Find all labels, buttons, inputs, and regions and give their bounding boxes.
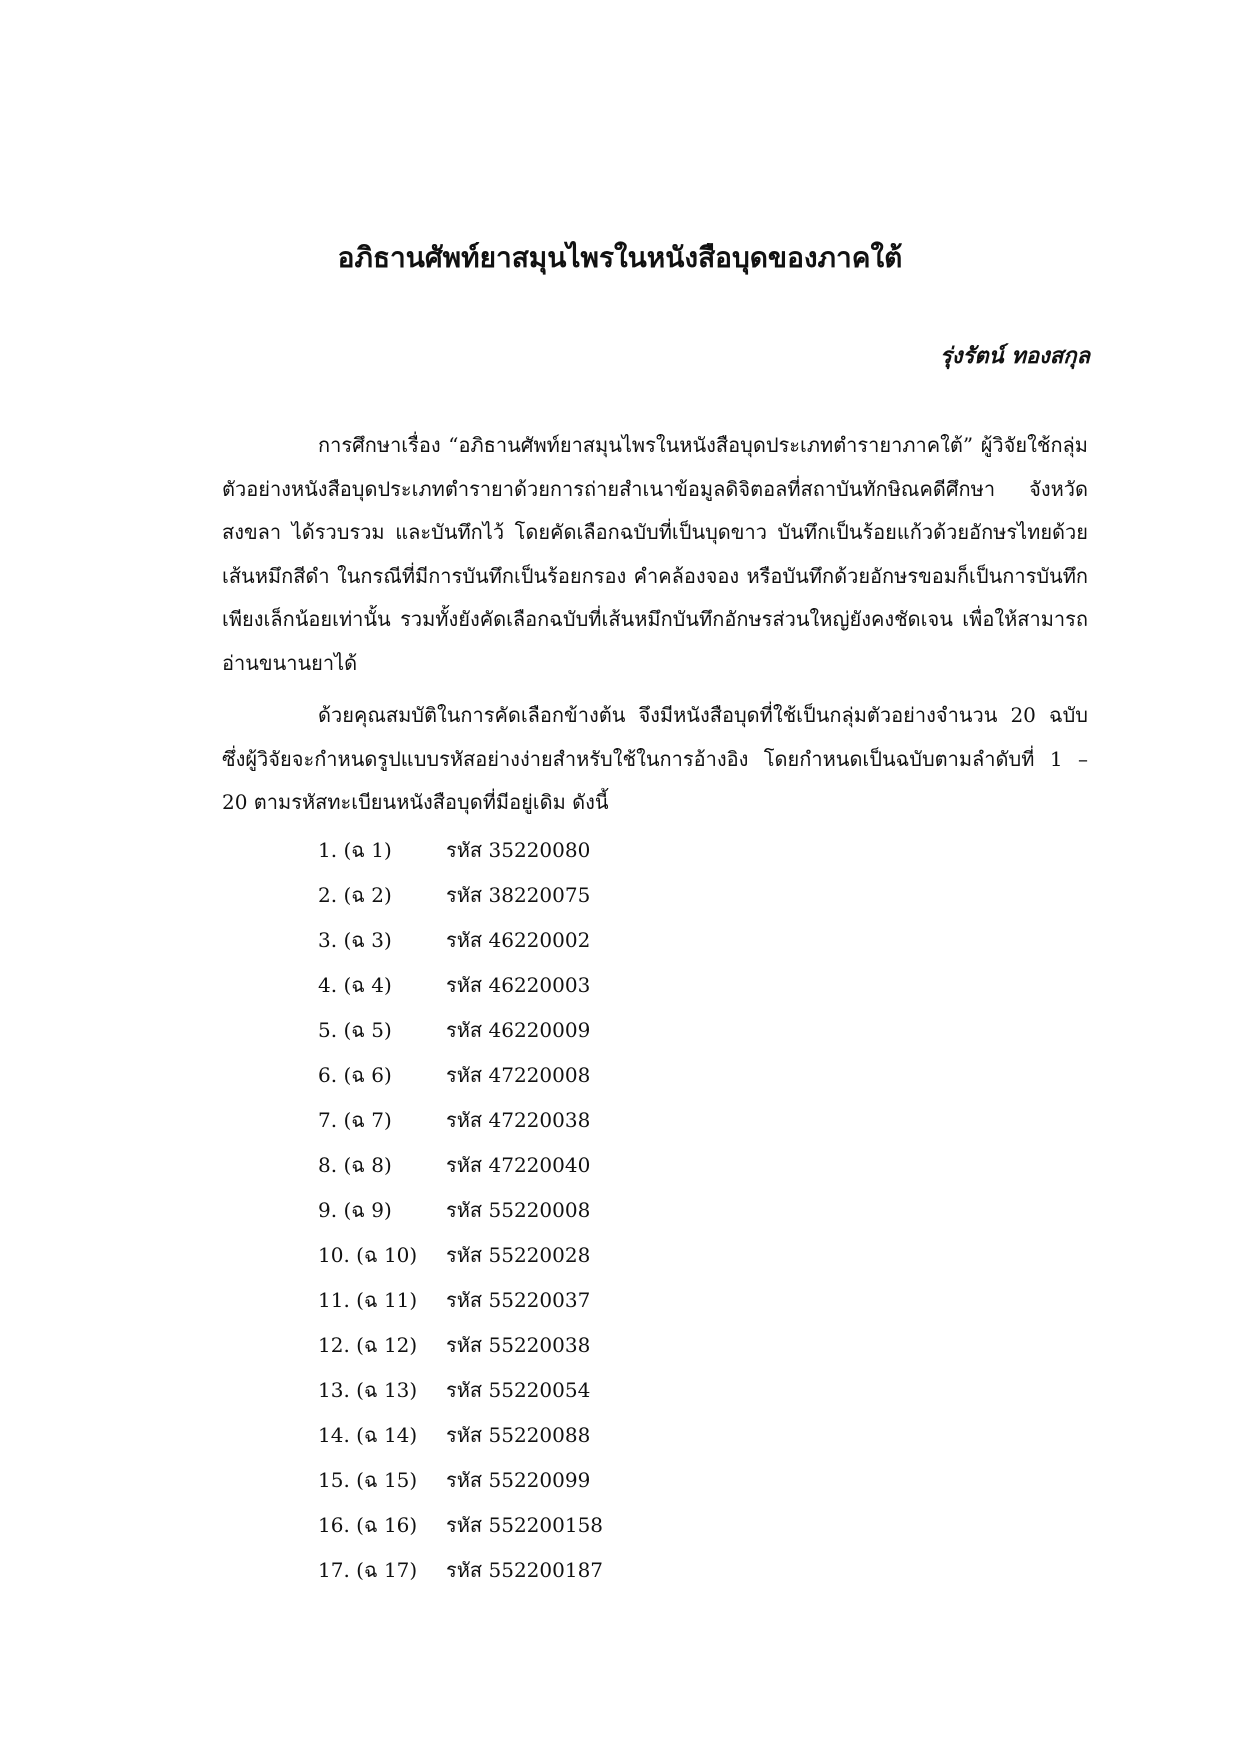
list-item bbox=[318, 1413, 818, 1458]
item-number: 6. (ฉ 6) bbox=[318, 1063, 392, 1087]
item-number: 16. (ฉ 16) bbox=[318, 1513, 418, 1537]
list-item bbox=[318, 1368, 818, 1413]
item-number: 8. (ฉ 8) bbox=[318, 1153, 392, 1177]
item-number: 1. (ฉ 1) bbox=[318, 838, 392, 862]
list-item bbox=[318, 1548, 818, 1593]
item-code: รหัส 47220038 bbox=[446, 1108, 591, 1132]
list-item bbox=[318, 963, 818, 1008]
manuscript-code-list bbox=[318, 828, 818, 1593]
item-code: รหัส 47220040 bbox=[446, 1153, 591, 1177]
list-item bbox=[318, 828, 818, 873]
list-item bbox=[318, 1323, 818, 1368]
item-code: รหัส 46220003 bbox=[446, 973, 591, 997]
item-code: รหัส 55220037 bbox=[446, 1288, 591, 1312]
author-name: รุ่งรัตน์ ทองสกุล bbox=[939, 343, 1090, 369]
item-number: 10. (ฉ 10) bbox=[318, 1243, 418, 1267]
list-item bbox=[318, 918, 818, 963]
list-item bbox=[318, 1278, 818, 1323]
list-item bbox=[318, 1458, 818, 1503]
item-number: 7. (ฉ 7) bbox=[318, 1108, 392, 1132]
document-title: อภิธานศัพท์ยาสมุนไพรในหนังสือบุดของภาคใต้ bbox=[337, 241, 903, 274]
item-code: รหัส 46220009 bbox=[446, 1018, 591, 1042]
item-number: 3. (ฉ 3) bbox=[318, 928, 392, 952]
list-item bbox=[318, 873, 818, 918]
intro-paragraph: การศึกษาเรื่อง “อภิธานศัพท์ยาสมุนไพรในหนังสือบุดประเภทตำรายาภาคใต้” ผู้วิจัยใช้กลุ่มตัวอย่างหนังสือบุดประเภทตำรายาด้วยการถ่ายสำเนาข้อมูลดิจิตอลที่สถาบันทักษิณคดีศึกษา จังหวัดสงขลา ได้รวบรวม และบันทึกไว้ โดยคัดเลือกฉบับที่เป็นบุดขาว บันทึกเป็นร้อยแก้วด้วยอักษรไทยด้วยเส้นหมึกสีดำ ในกรณีที่มีการบันทึกเป็นร้อยกรอง คำคล้องจอง หรือบันทึกด้วยอักษรขอมก็เป็นการบันทึกเพียงเล็กน้อยเท่านั้น รวมทั้งยังคัดเลือกฉบับที่เส้นหมึกบันทึกอักษรส่วนใหญ่ยังคงชัดเจน เพื่อให้สามารถอ่านขนานยาได้ bbox=[222, 433, 1088, 675]
item-number: 5. (ฉ 5) bbox=[318, 1018, 392, 1042]
list-item bbox=[318, 1008, 818, 1053]
item-code: รหัส 552200158 bbox=[446, 1513, 604, 1537]
list-item bbox=[318, 1503, 818, 1548]
list-item bbox=[318, 1098, 818, 1143]
item-code: รหัส 55220088 bbox=[446, 1423, 591, 1447]
item-number: 13. (ฉ 13) bbox=[318, 1378, 418, 1402]
item-code: รหัส 55220008 bbox=[446, 1198, 591, 1222]
item-number: 4. (ฉ 4) bbox=[318, 973, 392, 997]
item-number: 17. (ฉ 17) bbox=[318, 1558, 418, 1582]
item-number: 2. (ฉ 2) bbox=[318, 883, 392, 907]
item-code: รหัส 47220008 bbox=[446, 1063, 591, 1087]
item-number: 14. (ฉ 14) bbox=[318, 1423, 418, 1447]
list-item bbox=[318, 1188, 818, 1233]
item-code: รหัส 55220099 bbox=[446, 1468, 591, 1492]
item-number: 9. (ฉ 9) bbox=[318, 1198, 392, 1222]
item-code: รหัส 55220054 bbox=[446, 1378, 591, 1402]
item-code: รหัส 55220028 bbox=[446, 1243, 591, 1267]
list-item bbox=[318, 1053, 818, 1098]
selection-paragraph: ด้วยคุณสมบัติในการคัดเลือกข้างต้น จึงมีหนังสือบุดที่ใช้เป็นกลุ่มตัวอย่างจำนวน 20 ฉบับ ซึ่งผู้วิจัยจะกำหนดรูปแบบรหัสอย่างง่ายสำหรับใช้ในการอ้างอิง โดยกำหนดเป็นฉบับตามลำดับที่ 1 – 20 ตามรหัสทะเบียนหนังสือบุดที่มีอยู่เดิม ดังนี้ bbox=[222, 703, 1088, 815]
list-item bbox=[318, 1233, 818, 1278]
list-item bbox=[318, 1143, 818, 1188]
item-code: รหัส 35220080 bbox=[446, 838, 591, 862]
item-number: 15. (ฉ 15) bbox=[318, 1468, 418, 1492]
item-number: 12. (ฉ 12) bbox=[318, 1333, 418, 1357]
item-code: รหัส 38220075 bbox=[446, 883, 591, 907]
item-number: 11. (ฉ 11) bbox=[318, 1288, 418, 1312]
item-code: รหัส 552200187 bbox=[446, 1558, 604, 1582]
item-code: รหัส 55220038 bbox=[446, 1333, 591, 1357]
item-code: รหัส 46220002 bbox=[446, 928, 591, 952]
